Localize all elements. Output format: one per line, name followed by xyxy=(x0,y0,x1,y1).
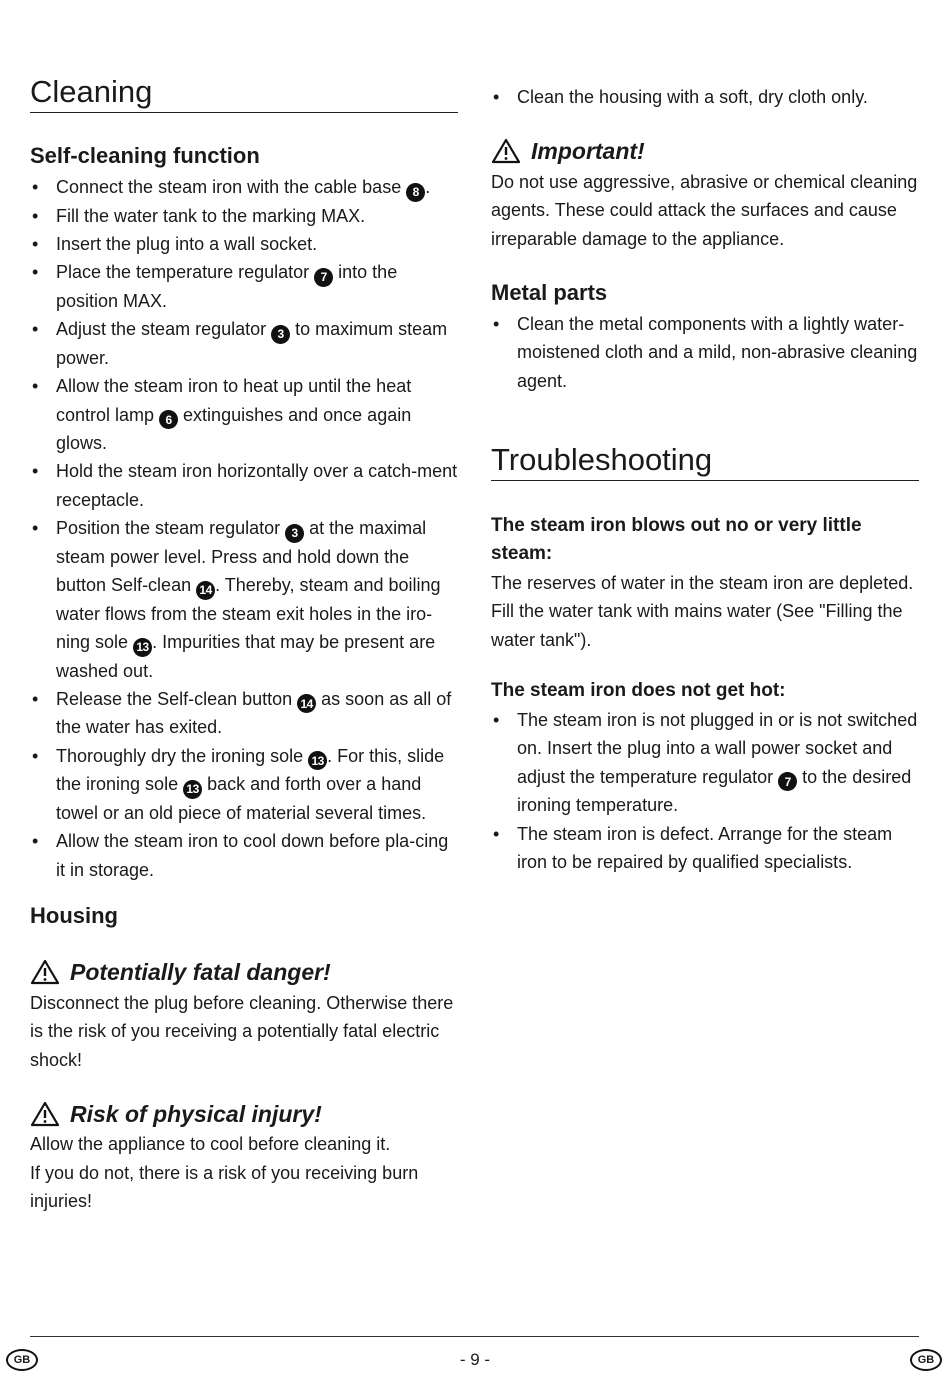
part-number-badge: 14 xyxy=(297,694,316,713)
self-cleaning-heading: Self-cleaning function xyxy=(30,143,260,168)
injury-warning-title xyxy=(30,1099,458,1129)
important-text: Do not use aggressive, abrasive or chemical cleaning agents. These could attack the surfaces and cause irreparable damage to the appliance. xyxy=(491,172,918,249)
injury-text-line-2: If you do not, there is a risk of you receiving burn injuries! xyxy=(30,1163,419,1212)
list-item-text: Adjust the steam regulator xyxy=(56,319,272,340)
list-item-text: Thoroughly dry the ironing sole xyxy=(56,745,309,766)
problem-2-list xyxy=(491,706,919,877)
metal-parts-list xyxy=(491,310,919,395)
danger-text: Disconnect the plug before cleaning. Otherwise there is the risk of you receiving a potentially fatal electric shock! xyxy=(30,993,454,1070)
part-number-badge: 13 xyxy=(308,751,327,770)
list-item-text: back and forth over a hand towel or an old piece of material several times. xyxy=(56,774,427,823)
important-title-text: Important! xyxy=(531,138,645,164)
warning-triangle-icon xyxy=(30,1101,60,1127)
list-item-text: The steam iron is not plugged in or is not switched on. Insert the plug into a wall power socket and adjust the temperature regulator xyxy=(517,710,918,787)
list-item-text: extinguishes and once again glows. xyxy=(56,404,412,454)
troubleshooting-title: Troubleshooting xyxy=(491,442,919,481)
part-number-badge: 7 xyxy=(778,772,797,791)
list-item-text: Place the temperature regulator xyxy=(56,262,315,283)
list-item xyxy=(30,514,458,685)
important-warning-title xyxy=(491,136,919,166)
list-item: • Clean the metal components with a lightly water-moistened cloth and a mild, non-abrasive cleaning agent. xyxy=(491,310,919,395)
metal-parts-heading: Metal parts xyxy=(491,280,608,305)
list-item-text: Release the Self-clean button xyxy=(56,688,298,709)
list-item xyxy=(491,820,919,877)
list-item xyxy=(491,706,919,820)
list-item xyxy=(30,827,458,884)
list-item-text: . xyxy=(425,177,431,197)
problem-1-text: The reserves of water in the steam iron are depleted. Fill the water tank with mains water (See "Filling the water tank"). xyxy=(491,573,914,650)
list-item xyxy=(30,457,458,514)
list-item-text: to maximum steam power. xyxy=(56,319,448,368)
part-number-badge: 13 xyxy=(133,638,152,657)
list-item xyxy=(30,230,458,258)
list-item-text: . For this, slide the ironing sole xyxy=(56,745,445,795)
injury-title-text: Risk of physical injury! xyxy=(70,1101,322,1127)
list-item xyxy=(30,315,458,372)
list-item xyxy=(30,372,458,457)
list-item-text: Allow the steam iron to cool down before pla-cing it in storage. xyxy=(56,831,449,880)
part-number-badge: 7 xyxy=(314,268,333,287)
housing-list xyxy=(491,83,919,111)
part-number-badge: 14 xyxy=(196,581,215,600)
list-item-text: The steam iron is defect. Arrange for the steam iron to be repaired by qualified specialists. xyxy=(517,823,893,873)
danger-title-text: Potentially fatal danger! xyxy=(70,959,331,985)
part-number-badge: 8 xyxy=(406,183,425,202)
list-item-text: into the position MAX. xyxy=(56,262,398,311)
list-item xyxy=(30,258,458,315)
list-item xyxy=(30,173,458,202)
cleaning-title: Cleaning xyxy=(30,74,458,113)
list-item-text: Connect the steam iron with the cable base xyxy=(56,177,407,197)
self-cleaning-list xyxy=(30,173,458,884)
danger-warning-title xyxy=(30,957,458,987)
list-item-text: Position the steam regulator xyxy=(56,518,286,539)
list-item-text: Insert the plug into a wall socket. xyxy=(56,233,318,254)
list-item-text: . Thereby, steam and boiling water flows from the steam exit holes in the iro-ning sole xyxy=(56,575,441,653)
country-badge-left: GB xyxy=(6,1349,38,1371)
housing-heading: Housing xyxy=(30,903,118,928)
list-item-text: Hold the steam iron horizontally over a catch-ment receptacle. xyxy=(56,461,458,510)
page-number: - 9 - xyxy=(459,1350,491,1369)
list-item xyxy=(30,202,458,230)
list-item-text: to the desired ironing temperature. xyxy=(517,766,912,816)
list-item-text: Fill the water tank to the marking MAX. xyxy=(56,205,366,226)
footer-divider xyxy=(30,1336,919,1337)
problem-1-heading: The steam iron blows out no or very little steam: xyxy=(491,515,862,565)
country-badge-right: GB xyxy=(910,1349,942,1371)
part-number-badge: 3 xyxy=(271,325,290,344)
injury-text-line-1: Allow the appliance to cool before cleaning it. xyxy=(30,1134,391,1154)
list-item-text: as soon as all of the water has exited. xyxy=(56,688,452,738)
problem-2-heading: The steam iron does not get hot: xyxy=(491,680,786,701)
list-item-text: . Impurities that may be present are washed out. xyxy=(56,632,436,681)
part-number-badge: 3 xyxy=(285,524,304,543)
part-number-badge: 13 xyxy=(183,780,202,799)
part-number-badge: 6 xyxy=(159,410,178,429)
warning-triangle-icon xyxy=(491,138,521,164)
list-item xyxy=(30,685,458,742)
warning-triangle-icon xyxy=(30,959,60,985)
list-item: • Clean the housing with a soft, dry cloth only. xyxy=(491,83,919,111)
list-item-text: at the maximal steam power level. Press and hold down the button Self-clean xyxy=(56,518,427,596)
list-item xyxy=(30,742,458,827)
list-item-text: Allow the steam iron to heat up until the heat control lamp xyxy=(56,376,412,425)
